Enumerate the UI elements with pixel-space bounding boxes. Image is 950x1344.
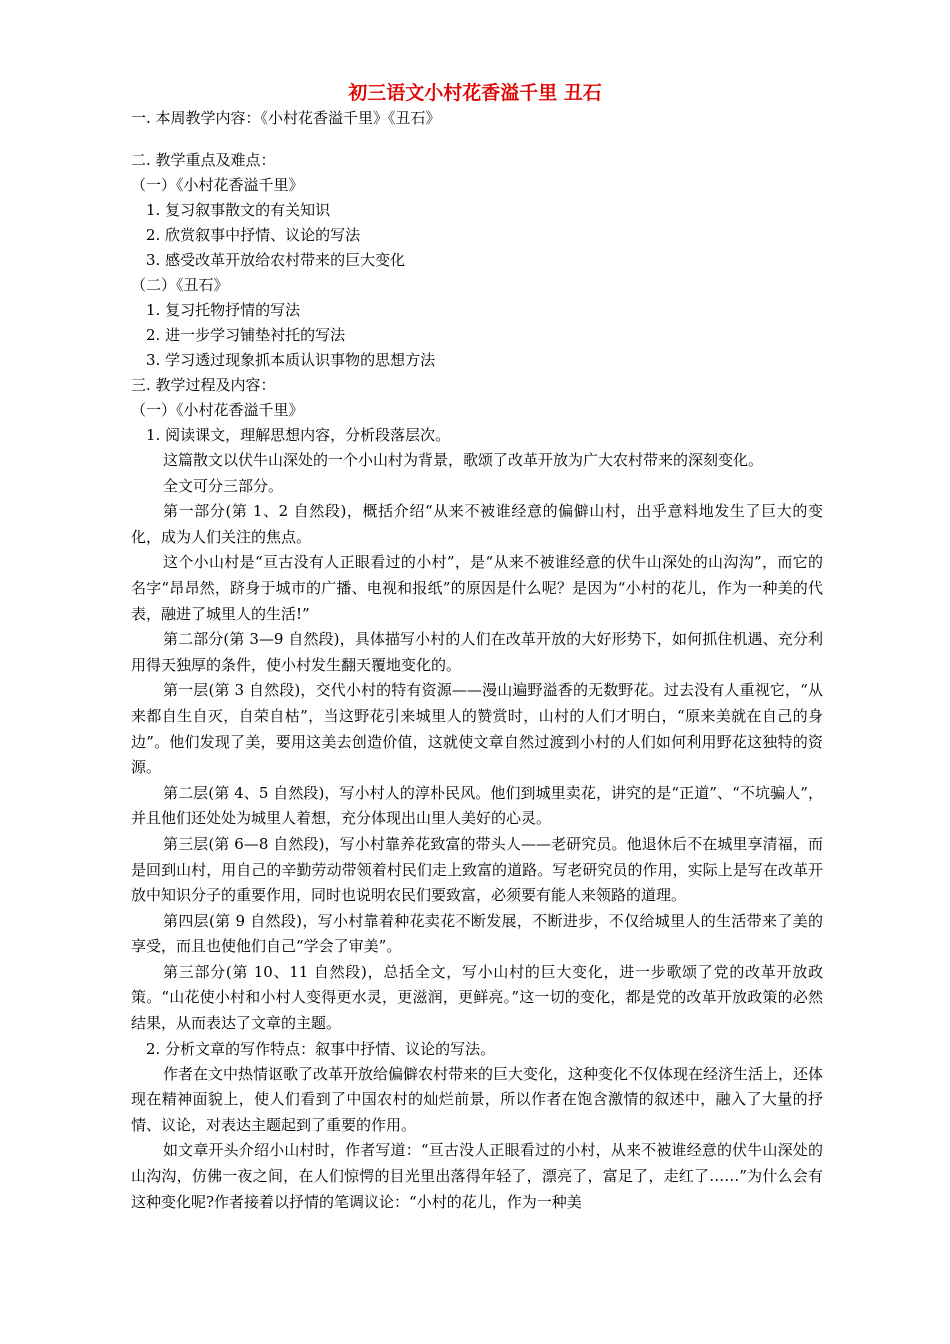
paragraph: 如文章开头介绍小山村时，作者写道：“亘古没人正眼看过的小村，从来不被谁经意的伏牛山深处的山沟沟，仿佛一夜之间，在人们惊愕的目光里出落得年轻了，漂亮了，富足了，走红了……”为什么会有这种变化呢?作者接着以抒情的笔调议论：“小村的花儿，作为一种美 — [131, 1141, 823, 1211]
paragraph: 第一层(第 3 自然段)，交代小村的特有资源——漫山遍野溢香的无数野花。过去没有人重视它，“从来都自生自灭，自荣自枯”，当这野花引来城里人的赞赏时，山村的人们才明白，“原来美就在自己的身边”。他们发现了美，要用这美去创造价值，这就使文章自然过渡到小村的人们如何利用野花这独特的资源。 — [131, 681, 823, 777]
section-3-heading: 三. 教学过程及内容： — [131, 376, 276, 394]
paragraph: 作者在文中热情讴歌了改革开放给偏僻农村带来的巨大变化，这种变化不仅体现在经济生活上，还体现在精神面貌上，使人们看到了中国农村的灿烂前景，所以作者在饱含激情的叙述中，融入了大量的抒情、议论，对表达主题起到了重要的作用。 — [131, 1064, 824, 1134]
paragraph: 全文可分三部分。 — [163, 476, 284, 495]
subsection-heading: （一）《小村花香溢千里》 — [131, 176, 304, 194]
section-2-heading: 二. 教学重点及难点： — [131, 151, 276, 169]
paragraph: 第四层(第 9 自然段)，写小村靠着种花卖花不断发展，不断进步，不仅给城里人的生活带来了美的享受，而且也使他们自己“学会了审美”。 — [131, 911, 823, 956]
paragraph: 第三层(第 6—8 自然段)，写小村靠养花致富的带头人——老研究员。他退休后不在城里享清福，而是回到山村，用自己的辛勤劳动带领着村民们走上致富的道路。写老研究员的作用，实际上是写在改革开放中知识分子的重要作用，同时也说明农民们要致富，必须要有能人来领路的道理。 — [131, 834, 823, 905]
list-item: 2. 欣赏叙事中抒情、议论的写法 — [146, 226, 361, 244]
paragraph: 第三部分(第 10、11 自然段)，总括全文，写小山村的巨大变化，进一步歌颂了党的改革开放政策。“山花使小村和小村人变得更水灵，更滋润，更鲜亮。”这一切的变化，都是党的改革开放政策的必然结果，从而表达了文章的主题。 — [131, 962, 823, 1033]
paragraph: 第二部分(第 3—9 自然段)，具体描写小村的人们在改革开放的大好形势下，如何抓住机遇、充分利用得天独厚的条件，使小村发生翻天覆地变化的。 — [131, 630, 823, 674]
step-heading: 1. 阅读课文，理解思想内容，分析段落层次。 — [146, 426, 451, 444]
document-body — [131, 106, 823, 1215]
subsection-heading: （一）《小村花香溢千里》 — [131, 401, 304, 419]
section-1-heading: 一. 本周教学内容：《小村花香溢千里》《丑石》 — [131, 109, 441, 127]
list-item: 1. 复习托物抒情的写法 — [146, 301, 301, 319]
spacer — [131, 131, 823, 148]
paragraph: 这个小山村是“亘古没有人正眼看过的小村”，是“从来不被谁经意的伏牛山深处的山沟沟”，而它的名字“昂昂然，跻身于城市的广播、电视和报纸”的原因是什么呢？是因为“小村的花儿，作为一种美的代表，融进了城里人的生活!” — [131, 553, 823, 623]
list-item: 3. 感受改革开放给农村带来的巨大变化 — [146, 251, 406, 269]
paragraph: 这篇散文以伏牛山深处的一个小山村为背景，歌颂了改革开放为广大农村带来的深刻变化。 — [163, 451, 764, 469]
subsection-heading: （二）《丑石》 — [131, 276, 229, 294]
list-item: 3. 学习透过现象抓本质认识事物的思想方法 — [146, 351, 436, 369]
paragraph: 第一部分(第 1、2 自然段)，概括介绍“从来不被谁经意的偏僻山村，出乎意料地发生了巨大的变化，成为人们关注的焦点。 — [131, 502, 823, 546]
list-item: 1. 复习叙事散文的有关知识 — [146, 201, 331, 219]
document-title: 初三语文小村花香溢千里 丑石 — [348, 82, 602, 104]
list-item: 2. 进一步学习铺垫衬托的写法 — [146, 326, 346, 344]
step-heading: 2. 分析文章的写作特点：叙事中抒情、议论的写法。 — [146, 1039, 496, 1058]
paragraph: 第二层(第 4、5 自然段)，写小村人的淳朴民风。他们到城里卖花，讲究的是“正道”、“不坑骗人”，并且他们还处处为城里人着想，充分体现出山里人美好的心灵。 — [131, 783, 823, 828]
